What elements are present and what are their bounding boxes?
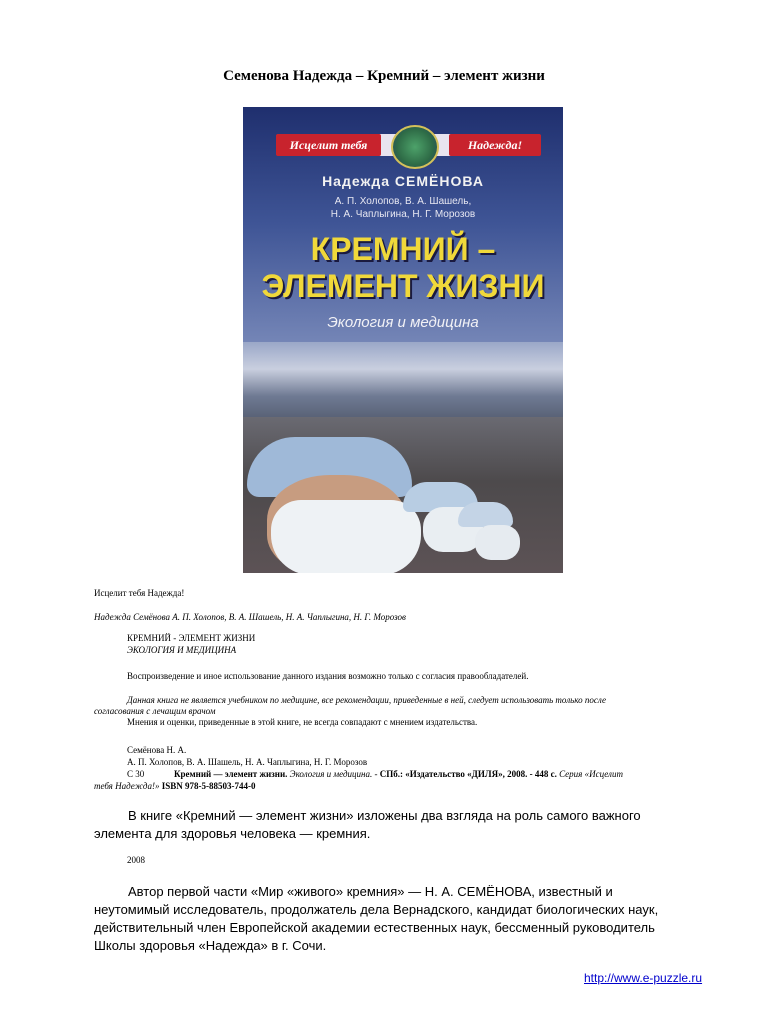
page-title: Семенова Надежда – Кремний – элемент жизни: [223, 68, 545, 84]
cover-subtitle: Экология и медицина: [327, 314, 479, 331]
cover-banner-right: Надежда!: [449, 134, 541, 156]
catalog-entry-cont: [94, 781, 255, 792]
cover-banner-left: Исцелит тебя: [276, 134, 381, 156]
cover-coauthors: [243, 195, 563, 221]
catalog-author: Семёнова Н. А.: [127, 745, 187, 755]
surgical-mask-3: [475, 525, 520, 560]
rights-notice: Воспроизведение и иное использование данного издания возможно только с согласия правообладателей.: [127, 671, 529, 681]
catalog-entry: [174, 769, 623, 780]
authors-line: Надежда Семёнова А. П. Холопов, В. А. Шашель, Н. А. Чаплыгина, Н. Г. Морозов: [94, 612, 406, 622]
surgeon-cap-3: [458, 502, 513, 527]
publisher-logo-icon: [391, 125, 439, 169]
paragraph-intro-line1: В книге «Кремний — элемент жизни» изложены два взгляда на роль самого важного: [128, 808, 641, 823]
paragraph-intro-line2: элемента для здоровья человека — кремния.: [94, 826, 371, 841]
year: 2008: [127, 855, 145, 865]
book-cover-image: [243, 107, 563, 573]
paragraph-author-line1: Автор первой части «Мир «живого» кремния» — Н. А. СЕМЁНОВА, известный и: [128, 884, 613, 899]
paragraph-author: [94, 883, 714, 955]
cover-coauthors-line2: Н. А. Чаплыгина, Н. Г. Морозов: [330, 209, 476, 220]
surgical-mask: [271, 500, 421, 573]
series-line: Исцелит тебя Надежда!: [94, 588, 185, 598]
opinion-notice: Мнения и оценки, приведенные в этой книге, не всегда совпадают с мнением издательства.: [127, 717, 478, 727]
cover-coauthors-line1: А. П. Холопов, В. А. Шашель,: [334, 196, 472, 207]
book-title-caps: КРЕМНИЙ - ЭЛЕМЕНТ ЖИЗНИ: [127, 633, 256, 643]
catalog-isbn: ISBN 978-5-88503-744-0: [161, 781, 256, 791]
catalog-publisher: СПб.: «Издательство «ДИЛЯ», 2008. - 448 с.: [379, 769, 557, 779]
paragraph-intro: [94, 807, 714, 843]
cover-title-line2: ЭЛЕМЕНТ ЖИЗНИ: [261, 268, 545, 304]
catalog-series-part1: Серия «Исцелит: [559, 769, 623, 779]
paragraph-author-line3: действительный член Европейской академии естественных наук, бессменный руководитель: [94, 920, 655, 935]
cover-author: Надежда СЕМЁНОВА: [322, 173, 484, 189]
footer-link[interactable]: http://www.e-puzzle.ru: [584, 971, 703, 985]
catalog-subtitle: Экология и медицина. -: [289, 769, 378, 779]
paragraph-author-line2: неутомимый исследователь, продолжатель дела Вернадского, кандидат биологических наук,: [94, 902, 659, 917]
cover-title: [243, 231, 563, 305]
book-subtitle-caps: ЭКОЛОГИЯ И МЕДИЦИНА: [127, 645, 237, 655]
catalog-title: Кремний — элемент жизни.: [174, 769, 288, 779]
catalog-series-part2: тебя Надежда!»: [94, 781, 160, 791]
disclaimer-line2: согласования с лечащим врачом: [94, 706, 216, 716]
catalog-code: С 30: [127, 769, 145, 779]
cover-title-line1: КРЕМНИЙ –: [310, 231, 496, 267]
paragraph-author-line4: Школы здоровья «Надежда» в г. Сочи.: [94, 938, 327, 953]
catalog-coauthors: А. П. Холопов, В. А. Шашель, Н. А. Чаплыгина, Н. Г. Морозов: [127, 757, 368, 767]
disclaimer-line1: Данная книга не является учебником по медицине, все рекомендации, приведенные в ней, следует использовать только после: [127, 695, 606, 705]
